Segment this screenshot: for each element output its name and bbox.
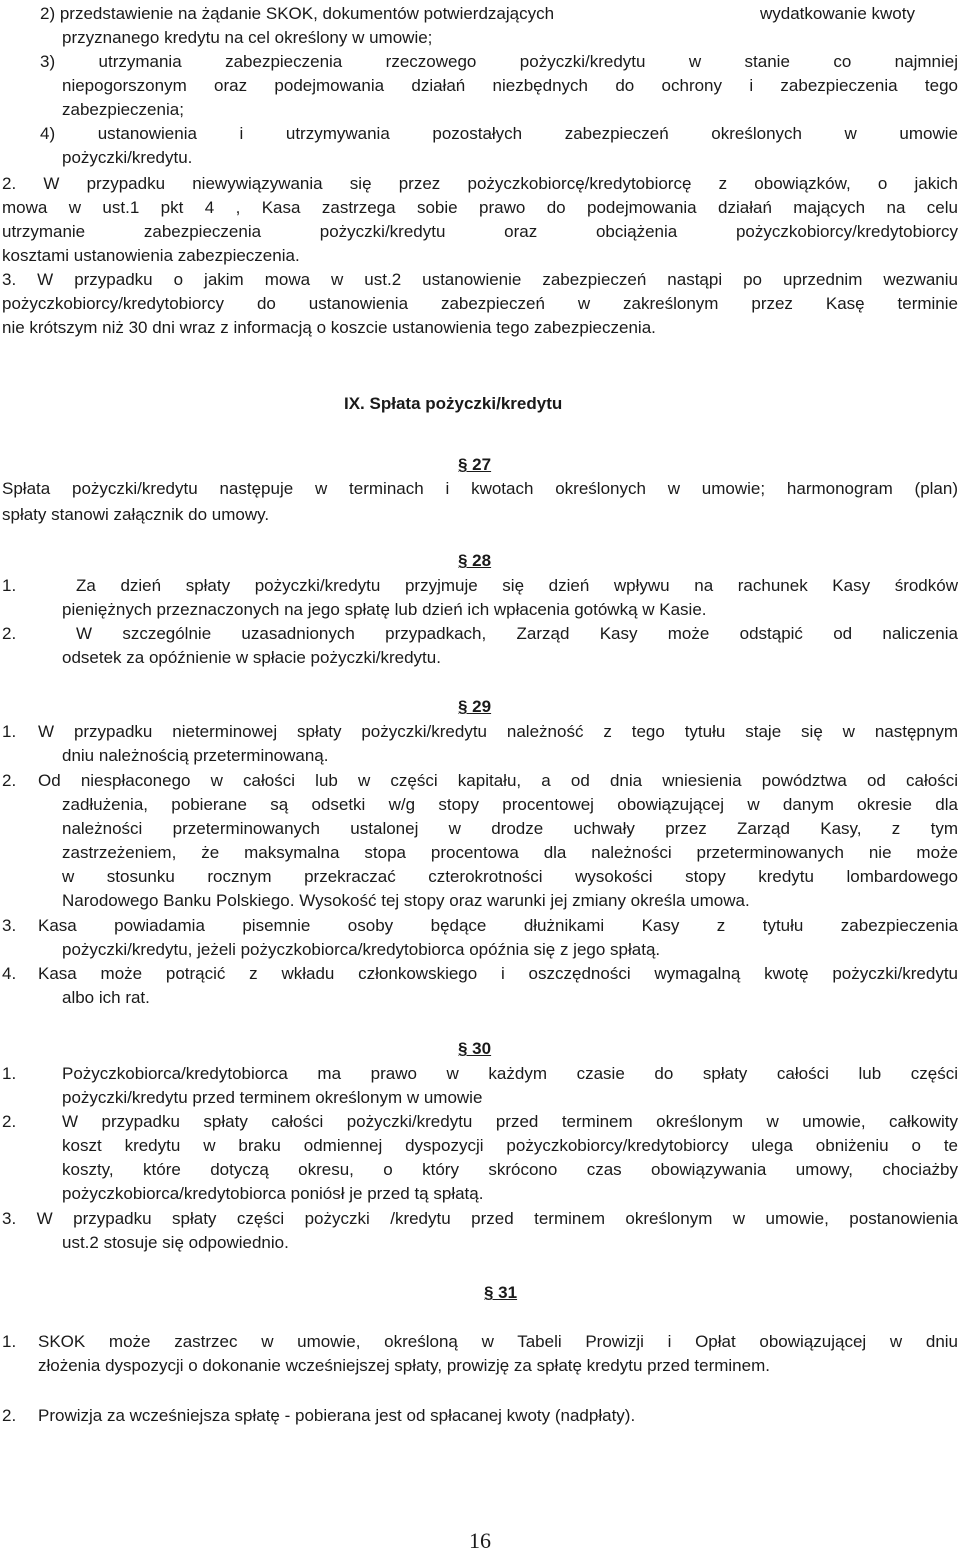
text-line: wydatkowanie kwoty [760,4,915,23]
page-number: 16 [469,1528,491,1553]
text-line: pieniężnych przeznaczonych na jego spłatę lub dzień ich wpłacenia gotówką w Kasie. [62,600,707,619]
text-line: albo ich rat. [62,988,150,1007]
text-line: Od niespłaconego w całości lub w części kapitału, a od dnia wniesienia powództwa od całości [38,771,958,790]
text-line: W przypadku spłaty całości pożyczki/kredytu przed terminem określonym w umowie, całkowity [62,1112,958,1131]
text-line: niepogorszonym oraz podejmowania działań niezbędnych do ochrony i zabezpieczenia tego [62,76,958,95]
list-number: 2. [2,1112,17,1131]
text-line: W przypadku nieterminowej spłaty pożyczki/kredytu należność z tego tytułu staje się w następnym [38,722,958,741]
text-line: 3) utrzymania zabezpieczenia rzeczowego pożyczki/kredytu w stanie co najmniej [40,52,958,71]
text-line: zabezpieczenia; [62,100,184,119]
text-line: utrzymanie zabezpieczenia pożyczki/kredytu oraz obciążenia pożyczkobiorcy/kredytobiorcy [2,222,958,241]
text-line: mowa w ust.1 pkt 4 , Kasa zastrzega sobie prawo do podejmowania działań mających na celu [2,198,958,217]
paragraph-number: § 28 [458,551,492,570]
paragraph-number: § 29 [458,697,492,716]
text-line: przyznanego kredytu na cel określony w umowie; [62,28,433,47]
text-line: 2) przedstawienie na żądanie SKOK, dokumentów potwierdzających [40,4,555,23]
text-line: kosztami ustanowienia zabezpieczenia. [2,246,300,265]
text-line: zadłużenia, pobierane są odsetki w/g stopy procentowej obowiązującej w danym okresie dla [62,795,958,814]
text-line: spłaty stanowi załącznik do umowy. [2,505,270,524]
text-line: zastrzeżeniem, że maksymalna stopa procentowa dla należności przeterminowanych nie może [62,843,958,862]
text-line: Spłata pożyczki/kredytu następuje w terminach i kwotach określonych w umowie; harmonogram (plan) [2,479,958,498]
list-number: 1. [2,1332,17,1351]
text-line: złożenia dyspozycji o dokonanie wcześniejszej spłaty, prowizję za spłatę kredytu przed terminem. [38,1356,770,1375]
list-number: 3. [2,916,17,935]
text-line: 4) ustanowienia i utrzymywania pozostałych zabezpieczeń określonych w umowie [40,124,958,143]
text-line: 3. W przypadku spłaty części pożyczki /kredytu przed terminem określonym w umowie, postanowienia [2,1209,958,1228]
text-line: Pożyczkobiorca/kredytobiorca ma prawo w każdym czasie do spłaty całości lub części [62,1064,958,1083]
list-number: 2. [2,771,17,790]
list-number: 1. [2,576,17,595]
text-line: w stosunku rocznym przekraczać czterokrotności wysokości stopy kredytu lombardowego [62,867,958,886]
text-line: Za dzień spłaty pożyczki/kredytu przyjmuje się dzień wpływu na rachunek Kasy środków [76,576,958,595]
text-line: pożyczki/kredytu przed terminem określonym w umowie [62,1088,483,1107]
text-line: koszty, które dotyczą okresu, o który skrócono czas obowiązywania umowy, chociażby [62,1160,958,1179]
paragraph-number: § 27 [458,455,492,474]
text-line: należności przeterminowanych ustalonej w drodze uchwały przez Zarząd Kasy, z tym [62,819,958,838]
text-line: Narodowego Banku Polskiego. Wysokość tej stopy oraz warunki jej zmiany określa umowa. [62,891,750,910]
text-line: pożyczki/kredytu. [62,148,193,167]
text-line: Kasa powiadamia pisemnie osoby będące dłużnikami Kasy z tytułu zabezpieczenia [38,916,958,935]
text-line: W szczególnie uzasadnionych przypadkach, Zarząd Kasy może odstąpić od naliczenia [76,624,958,643]
text-line: SKOK może zastrzec w umowie, określoną w Tabeli Prowizji i Opłat obowiązującej w dniu [38,1332,958,1351]
list-number: 1. [2,1064,17,1083]
text-line: ust.2 stosuje się odpowiednio. [62,1233,289,1252]
text-line: 3. W przypadku o jakim mowa w ust.2 ustanowienie zabezpieczeń nastąpi po uprzednim wezwaniu [2,270,958,289]
text-line: dniu należnością przeterminowaną. [62,746,329,765]
text-line: pożyczkobiorca/kredytobiorca poniósł je przed tą spłatą. [62,1184,484,1203]
text-line: odsetek za opóźnienie w spłacie pożyczki/kredytu. [62,648,441,667]
text-line: Prowizja za wcześniejsza spłatę - pobierana jest od spłacanej kwoty (nadpłaty). [38,1406,636,1425]
list-number: 4. [2,964,17,983]
list-number: 1. [2,722,17,741]
text-line: 2. W przypadku niewywiązywania się przez pożyczkobiorcę/kredytobiorcę z obowiązków, o jakich [2,174,958,193]
list-number: 2. [2,624,17,643]
text-line: koszt kredytu w braku odmiennej dyspozycji pożyczkobiorcy/kredytobiorcy ulega obniżeniu o te [62,1136,958,1155]
section-heading: IX. Spłata pożyczki/kredytu [344,394,563,413]
paragraph-number: § 30 [458,1039,492,1058]
text-line: pożyczki/kredytu, jeżeli pożyczkobiorca/kredytobiorca opóźnia się z jego spłatą. [62,940,661,959]
text-line: nie krótszym niż 30 dni wraz z informacją o koszcie ustanowienia tego zabezpieczenia. [2,318,656,337]
list-number: 2. [2,1406,17,1425]
text-line: pożyczkobiorcy/kredytobiorcy do ustanowienia zabezpieczeń w zakreślonym przez Kasę terminie [2,294,958,313]
text-line: Kasa może potrącić z wkładu członkowskiego i oszczędności wymagalną kwotę pożyczki/kredytu [38,964,958,983]
paragraph-number: § 31 [484,1283,518,1302]
